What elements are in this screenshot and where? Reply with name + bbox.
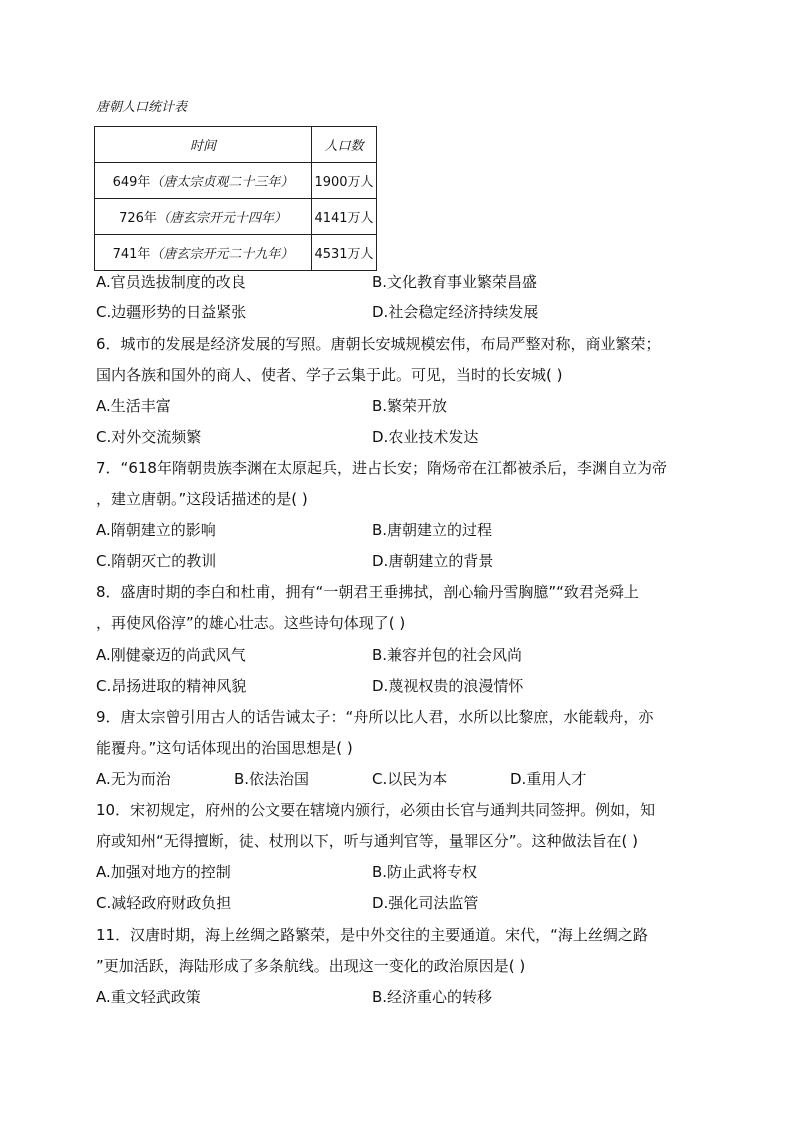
q9-option-c: C.以民为本 [372,770,448,788]
q10-option-a: A.加强对地方的控制 [96,863,231,881]
q11-option-b: B.经济重心的转移 [372,988,493,1006]
q9-stem-line1: 9．唐太宗曾引用古人的话告诫太子：“舟所以比人君，水所以比黎庶，水能载舟，亦 [96,708,654,726]
table-header-row [95,127,377,163]
q9-stem-line2: 能覆舟。”这句话体现出的治国思想是( ) [96,739,353,757]
reign-era: （唐太宗贞观二十三年） [150,175,294,190]
q5-option-a: A.官员选拔制度的改良 [96,273,246,291]
q6-option-d: D.农业技术发达 [372,428,479,446]
q7-option-d: D.唐朝建立的背景 [372,552,494,570]
year: 649年 [112,175,151,190]
header-population: 人口数 [312,127,377,163]
q10-stem-line1: 10．宋初规定，府州的公文要在辖境内颁行，必须由长官与通判共同签押。例如，知 [96,801,656,819]
population-cell: 4141万人 [312,199,377,235]
q9-option-b: B.依法治国 [234,770,310,788]
q10-stem-line2: 府或知州“无得擅断，徒、杖刑以下，听与通判官等，量罪区分”。这种做法旨在( ) [96,832,639,850]
q8-option-b: B.兼容并包的社会风尚 [372,646,523,664]
q5-option-c: C.边疆形势的日益紧张 [96,303,247,321]
time-cell [95,199,312,235]
year: 741年 [112,247,151,262]
table-caption: 唐朝人口统计表 [96,100,188,115]
q7-option-c: C.隋朝灭亡的教训 [96,552,217,570]
q5-option-b: B.文化教育事业繁荣昌盛 [372,273,538,291]
q8-option-a: A.刚健豪迈的尚武风气 [96,646,246,664]
header-time: 时间 [95,127,312,163]
q11-option-a: A.重文轻武政策 [96,988,201,1006]
q11-stem-line1: 11．汉唐时期，海上丝绸之路繁荣，是中外交往的主要通道。宋代，“海上丝绸之路 [96,926,648,944]
q8-option-c: C.昂扬进取的精神风貌 [96,677,247,695]
q6-stem-line2: 国内各族和国外的商人、使者、学子云集于此。可见，当时的长安城( ) [96,366,563,384]
q6-option-c: C.对外交流频繁 [96,428,202,446]
population-cell: 4531万人 [312,235,377,271]
time-cell [95,235,312,271]
population-table [94,126,377,271]
q10-option-c: C.减轻政府财政负担 [96,894,232,912]
q6-option-b: B.繁荣开放 [372,397,448,415]
population-cell: 1900万人 [312,163,377,199]
q8-stem-line1: 8．盛唐时期的李白和杜甫，拥有“一朝君王垂拂拭，剖心输丹雪胸臆”“致君尧舜上 [96,583,639,601]
q7-option-a: A.隋朝建立的影响 [96,521,216,539]
q10-option-b: B.防止武将专权 [372,863,478,881]
q6-option-a: A.生活丰富 [96,397,171,415]
q8-stem-line2: ，再使风俗淳”的雄心壮志。这些诗句体现了( ) [96,614,406,632]
year: 726年 [119,211,157,226]
time-cell [95,163,312,199]
table-row [95,199,377,235]
q11-stem-line2: ”更加活跃，海陆形成了多条航线。出现这一变化的政治原因是( ) [96,957,526,975]
q7-stem-line2: ，建立唐朝。”这段话描述的是( ) [96,490,308,508]
q5-option-d: D.社会稳定经济持续发展 [372,303,539,321]
reign-era: （唐玄宗开元二十九年） [150,247,294,262]
reign-era: （唐玄宗开元十四年） [156,211,287,226]
q9-option-d: D.重用人才 [510,770,587,788]
q9-option-a: A.无为而治 [96,770,171,788]
table-row [95,235,377,271]
q6-stem-line1: 6．城市的发展是经济发展的写照。唐朝长安城规模宏伟，布局严整对称，商业繁荣； [96,335,661,353]
q10-option-d: D.强化司法监管 [372,894,479,912]
q8-option-d: D.蔑视权贵的浪漫情怀 [372,677,524,695]
q7-option-b: B.唐朝建立的过程 [372,521,493,539]
table-row [95,163,377,199]
q7-stem-line1: 7．“618年隋朝贵族李渊在太原起兵，进占长安；隋炀帝在江都被杀后，李渊自立为帝 [96,459,667,477]
